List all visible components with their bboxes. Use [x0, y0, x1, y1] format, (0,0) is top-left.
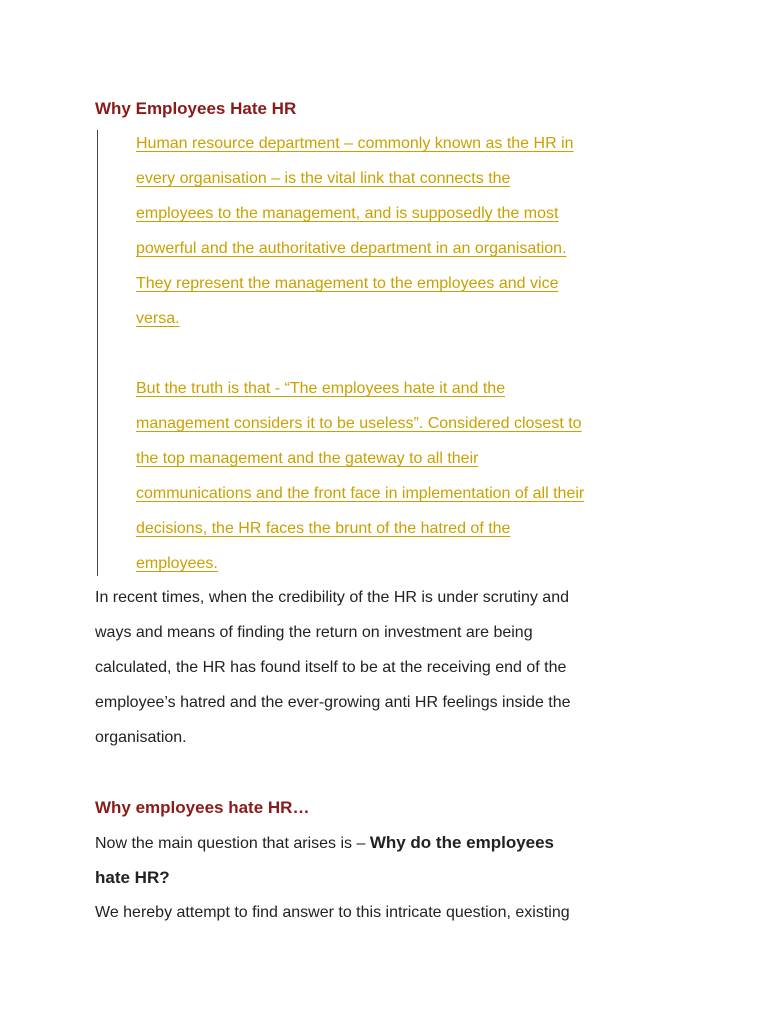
quote-line[interactable]: communications and the front face in implementation of all their	[136, 485, 585, 502]
body-line: We hereby attempt to find answer to this intricate question, existing	[95, 904, 570, 921]
quote-line[interactable]: employees.	[136, 555, 218, 572]
blank-line	[136, 340, 696, 375]
body-line: calculated, the HR has found itself to be at the receiving end of the	[95, 659, 567, 676]
quote-paragraph-2	[136, 375, 696, 585]
question-line	[95, 864, 570, 899]
question-lead: Now the main question that arises is –	[95, 835, 370, 852]
body-paragraph	[95, 584, 571, 759]
question-bold: Why do the employees	[369, 833, 555, 852]
quote-line[interactable]: the top management and the gateway to all their	[136, 450, 479, 467]
quote-paragraph-1	[136, 130, 696, 340]
question-paragraph	[95, 829, 570, 934]
heading-why-employees-hate-hr-2: Why employees hate HR…	[95, 798, 310, 817]
body-line: ways and means of finding the return on investment are being	[95, 624, 533, 641]
quote-line[interactable]: employees to the management, and is supposedly the most	[136, 205, 559, 222]
body-line: In recent times, when the credibility of the HR is under scrutiny and	[95, 589, 569, 606]
quote-line[interactable]: decisions, the HR faces the brunt of the hatred of the	[136, 520, 511, 537]
quote-line[interactable]: Human resource department – commonly known as the HR in	[136, 135, 574, 152]
question-line	[95, 829, 570, 864]
quote-line[interactable]: They represent the management to the employees and vice	[136, 275, 559, 292]
quote-line[interactable]: But the truth is that - “The employees hate it and the	[136, 380, 506, 397]
quote-line[interactable]: management considers it to be useless”. Considered closest to	[136, 415, 582, 432]
body-line: employee’s hatred and the ever-growing anti HR feelings inside the	[95, 694, 571, 711]
quote-border	[97, 130, 98, 576]
body-line: organisation.	[95, 729, 187, 746]
quote-line[interactable]: powerful and the authoritative department in an organisation.	[136, 240, 567, 257]
question-bold: hate HR?	[95, 868, 170, 887]
heading-why-employees-hate-hr: Why Employees Hate HR	[95, 99, 297, 118]
quote-line[interactable]: every organisation – is the vital link that connects the	[136, 170, 511, 187]
quote-line[interactable]: versa.	[136, 310, 180, 327]
quote-block	[136, 130, 696, 585]
